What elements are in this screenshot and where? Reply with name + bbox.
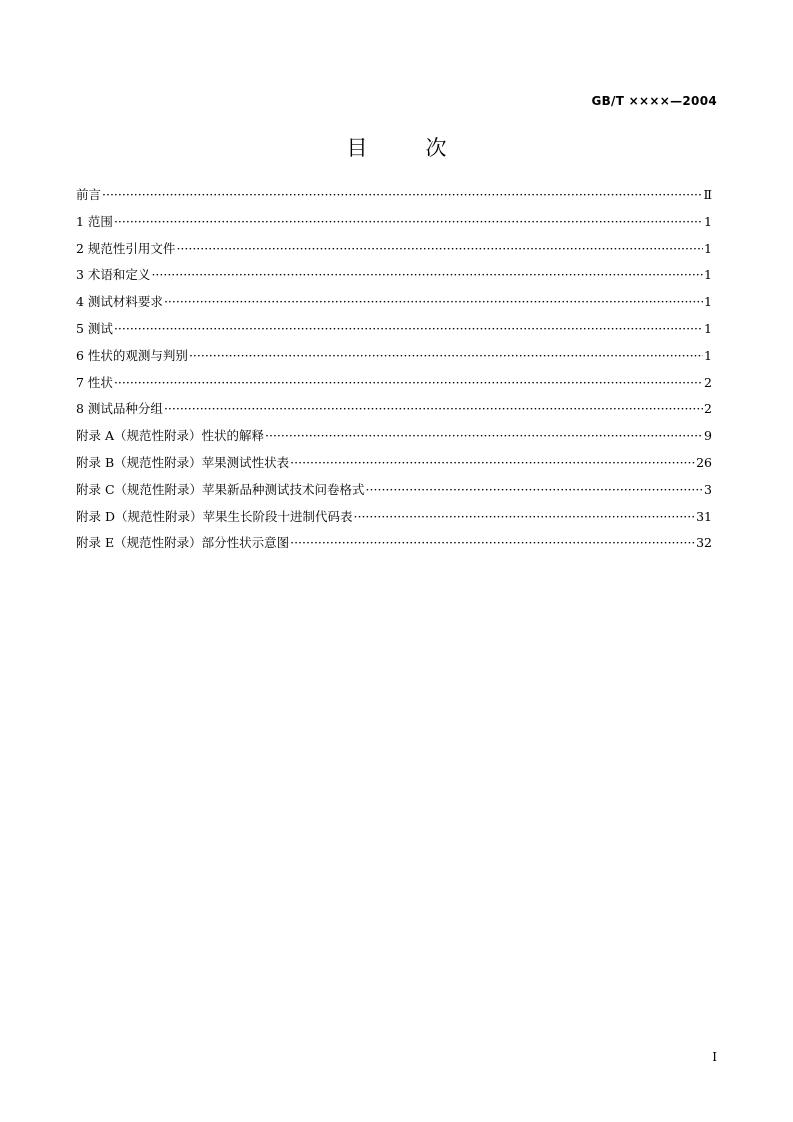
toc-entry-page: 26 (696, 454, 712, 470)
page-number: I (712, 1050, 717, 1064)
toc-entry[interactable] (76, 450, 712, 477)
toc-entry-page: 2 (704, 401, 712, 417)
toc-entry-label: 1 范围 (76, 213, 113, 229)
toc-entry-page: 31 (696, 508, 712, 524)
toc-entry-label: 5 测试 (76, 320, 113, 336)
toc-entry[interactable] (76, 262, 712, 289)
toc-entry[interactable] (76, 530, 712, 557)
toc-leader-dots (114, 316, 703, 343)
toc-entry[interactable] (76, 209, 712, 236)
toc-entry[interactable] (76, 343, 712, 370)
toc-entry[interactable] (76, 236, 712, 263)
toc-entry[interactable] (76, 423, 712, 450)
toc-leader-dots (290, 450, 695, 477)
toc-leader-dots (290, 530, 695, 557)
toc-entry-page: 32 (696, 535, 712, 551)
toc-entry[interactable] (76, 182, 712, 209)
toc-entry-page: 1 (704, 347, 712, 363)
table-of-contents (76, 182, 712, 557)
toc-entry[interactable] (76, 289, 712, 316)
toc-entry-label: 前言 (76, 187, 102, 202)
toc-entry-page: 9 (704, 428, 712, 444)
toc-leader-dots (189, 343, 703, 370)
toc-entry-label: 8 测试品种分组 (76, 401, 163, 417)
toc-leader-dots (354, 504, 696, 531)
toc-leader-dots (164, 289, 703, 316)
toc-leader-dots (151, 262, 703, 289)
toc-leader-dots (102, 182, 702, 209)
standard-code: GB/T ××××—2004 (591, 94, 717, 108)
toc-entry[interactable] (76, 504, 712, 531)
toc-entry-page: Ⅱ (703, 187, 712, 202)
toc-entry[interactable] (76, 316, 712, 343)
toc-leader-dots (176, 236, 703, 263)
toc-entry-label: 2 规范性引用文件 (76, 240, 176, 256)
toc-entry-label: 6 性状的观测与判别 (76, 347, 188, 363)
title-part-1: 目 (346, 136, 368, 160)
toc-leader-dots (114, 370, 703, 397)
toc-entry-page: 2 (704, 374, 712, 390)
toc-leader-dots (265, 423, 703, 450)
toc-entry-page: 3 (704, 481, 712, 497)
toc-entry[interactable] (76, 477, 712, 504)
toc-entry-label: 附录 E（规范性附录）部分性状示意图 (76, 535, 290, 551)
toc-entry-label: 附录 B（规范性附录）苹果测试性状表 (76, 454, 290, 470)
page-title (0, 132, 793, 162)
toc-entry-page: 1 (704, 267, 712, 283)
toc-leader-dots (366, 477, 704, 504)
toc-entry-label: 4 测试材料要求 (76, 294, 163, 310)
toc-entry-label: 附录 C（规范性附录）苹果新品种测试技术问卷格式 (76, 481, 365, 497)
toc-entry-page: 1 (704, 294, 712, 310)
toc-leader-dots (164, 396, 703, 423)
toc-entry-page: 1 (704, 240, 712, 256)
title-part-2: 次 (425, 136, 447, 160)
toc-leader-dots (114, 209, 703, 236)
toc-entry-label: 附录 D（规范性附录）苹果生长阶段十进制代码表 (76, 508, 353, 524)
toc-entry-label: 3 术语和定义 (76, 267, 151, 283)
toc-entry[interactable] (76, 370, 712, 397)
toc-entry-label: 7 性状 (76, 374, 113, 390)
toc-entry[interactable] (76, 396, 712, 423)
toc-entry-label: 附录 A（规范性附录）性状的解释 (76, 428, 265, 444)
toc-entry-page: 1 (704, 320, 712, 336)
toc-entry-page: 1 (704, 213, 712, 229)
